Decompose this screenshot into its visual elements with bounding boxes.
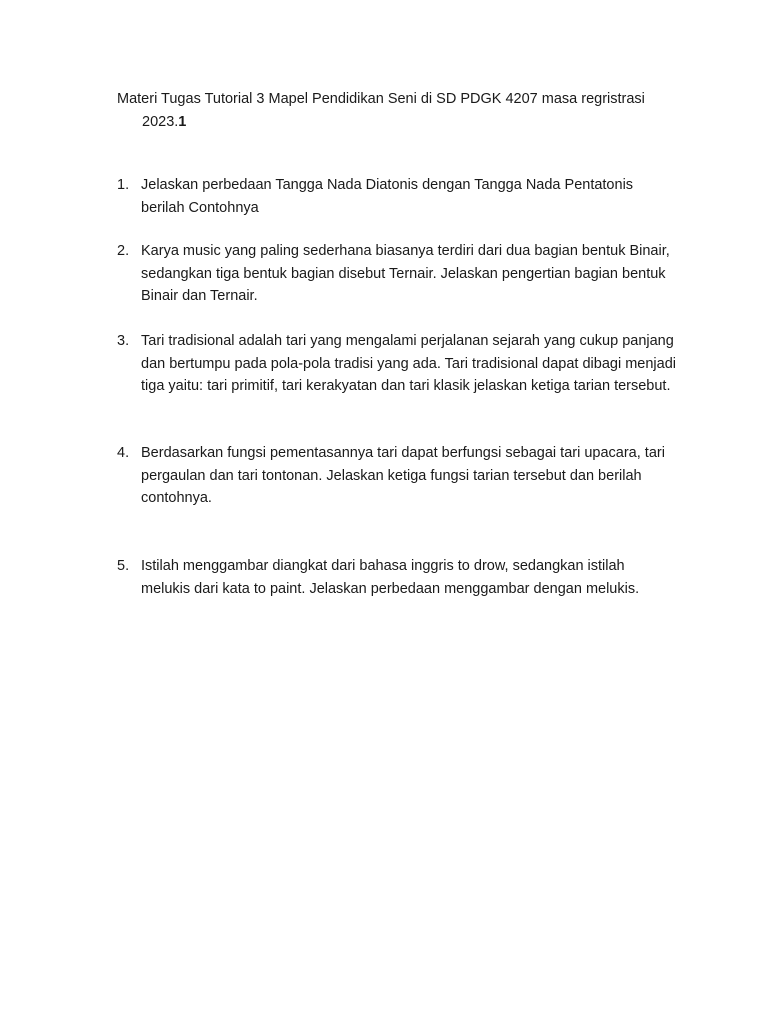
question-number: 1. [117,177,130,193]
document-title-suffix: 1 [178,113,187,130]
question-number: 3. [117,333,130,349]
question-text: Jelaskan perbedaan Tangga Nada Diatonis dengan Tangga Nada Pentatonis berilah Contohnya [141,177,634,216]
document-title-text: Materi Tugas Tutorial 3 Mapel Pendidikan Seni di SD PDGK 4207 masa regristrasi 2023. [117,91,645,130]
question-number: 4. [117,445,130,461]
question-item [117,442,677,510]
question-text: Karya music yang paling sederhana biasanya terdiri dari dua bagian bentuk Binair, sedangkan tiga bentuk bagian disebut Ternair. Jelaskan pengertian bagian bentuk Binair dan Ternair. [141,243,670,304]
question-item [117,330,677,398]
question-item [117,174,677,219]
question-text: Tari tradisional adalah tari yang mengalami perjalanan sejarah yang cukup panjang dan bertumpu pada pola-pola tradisi yang ada. Tari tradisional dapat dibagi menjadi tiga yaitu: tari primitif, tari kerakyatan dan tari klasik jelaskan ketiga tarian tersebut. [141,333,676,394]
question-number: 2. [117,243,130,259]
question-text: Istilah menggambar diangkat dari bahasa inggris to drow, sedangkan istilah melukis dari kata to paint. Jelaskan perbedaan menggambar dengan melukis. [141,558,640,597]
question-text: Berdasarkan fungsi pementasannya tari dapat berfungsi sebagai tari upacara, tari pergaulan dan tari tontonan. Jelaskan ketiga fungsi tarian tersebut dan berilah contohnya. [141,445,665,506]
question-item [117,555,677,600]
question-number: 5. [117,558,130,574]
question-item [117,240,677,308]
document-title [117,88,682,133]
